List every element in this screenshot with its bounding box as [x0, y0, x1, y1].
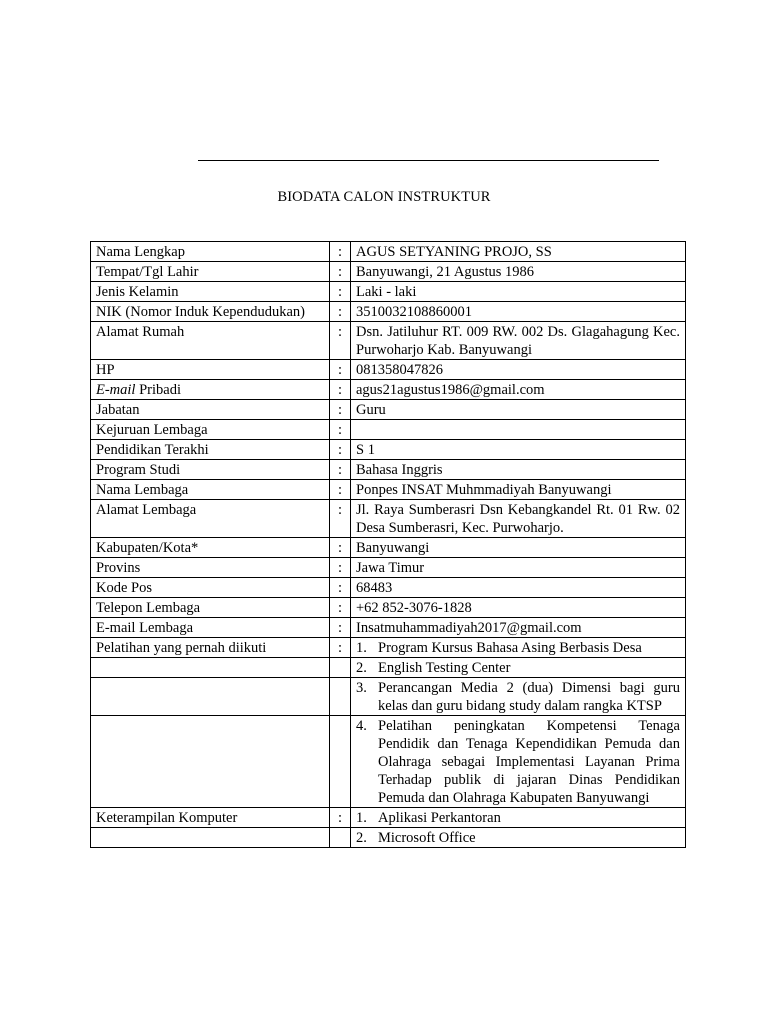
- table-row: [91, 618, 686, 638]
- list-text: Pelatihan peningkatan Kompetensi Tenaga Pendidik dan Tenaga Kependidikan Pemuda dan Olahraga sebagai Implementasi Layanan Prima Terhadap publik di jajaran Dinas Pendidikan Pemuda dan Olahraga Kabupaten Banyuwangi: [378, 718, 680, 806]
- field-label: Program Studi: [91, 460, 330, 480]
- field-label: Tempat/Tgl Lahir: [91, 262, 330, 282]
- field-value: Laki - laki: [351, 282, 686, 302]
- table-row: [91, 480, 686, 500]
- list-number: 2.: [356, 660, 367, 676]
- colon: :: [330, 262, 351, 282]
- table-row: [91, 828, 686, 848]
- field-value: Jl. Raya Sumberasri Dsn Kebangkandel Rt. 01 Rw. 02 Desa Sumberasri, Kec. Purwoharjo.: [351, 500, 686, 538]
- list-number: 2.: [356, 830, 367, 846]
- table-row: [91, 440, 686, 460]
- table-row: [91, 716, 686, 808]
- empty-cell: [330, 828, 351, 848]
- colon: :: [330, 598, 351, 618]
- field-label: HP: [91, 360, 330, 380]
- colon: :: [330, 420, 351, 440]
- biodata-table: [90, 241, 686, 848]
- table-row: [91, 400, 686, 420]
- colon: :: [330, 282, 351, 302]
- field-value: [351, 420, 686, 440]
- list-number: 4.: [356, 718, 367, 734]
- table-row: [91, 808, 686, 828]
- field-value: Ponpes INSAT Muhmmadiyah Banyuwangi: [351, 480, 686, 500]
- list-number: 3.: [356, 680, 367, 696]
- colon: :: [330, 322, 351, 360]
- list-number: 1.: [356, 640, 367, 656]
- table-row: [91, 322, 686, 360]
- header-rule: [198, 160, 659, 161]
- field-label: Pelatihan yang pernah diikuti: [91, 638, 330, 658]
- field-value: Banyuwangi, 21 Agustus 1986: [351, 262, 686, 282]
- field-value: Insatmuhammadiyah2017@gmail.com: [351, 618, 686, 638]
- table-row: [91, 638, 686, 658]
- table-row: [91, 538, 686, 558]
- field-label: Nama Lembaga: [91, 480, 330, 500]
- field-value: Jawa Timur: [351, 558, 686, 578]
- list-item: [351, 658, 686, 678]
- colon: :: [330, 618, 351, 638]
- table-row: [91, 558, 686, 578]
- field-label: Provins: [91, 558, 330, 578]
- table-row: [91, 360, 686, 380]
- field-value: +62 852-3076-1828: [351, 598, 686, 618]
- empty-cell: [330, 658, 351, 678]
- table-row: [91, 678, 686, 716]
- field-label: Kode Pos: [91, 578, 330, 598]
- colon: :: [330, 558, 351, 578]
- field-value: Banyuwangi: [351, 538, 686, 558]
- list-number: 1.: [356, 810, 367, 826]
- field-label: Pendidikan Terakhi: [91, 440, 330, 460]
- colon: :: [330, 808, 351, 828]
- field-value: 68483: [351, 578, 686, 598]
- table-row: [91, 380, 686, 400]
- list-text: Microsoft Office: [378, 830, 476, 846]
- field-label: Kejuruan Lembaga: [91, 420, 330, 440]
- list-text: Program Kursus Bahasa Asing Berbasis Desa: [378, 640, 642, 656]
- table-row: [91, 302, 686, 322]
- table-row: [91, 262, 686, 282]
- list-text: English Testing Center: [378, 660, 511, 676]
- empty-cell: [91, 716, 330, 808]
- list-item: [351, 828, 686, 848]
- colon: :: [330, 360, 351, 380]
- empty-cell: [91, 658, 330, 678]
- field-value: agus21agustus1986@gmail.com: [351, 380, 686, 400]
- field-label-rest: Pribadi: [135, 382, 181, 398]
- field-label: Telepon Lembaga: [91, 598, 330, 618]
- field-label: [91, 380, 330, 400]
- table-row: [91, 598, 686, 618]
- empty-cell: [330, 716, 351, 808]
- empty-cell: [91, 678, 330, 716]
- empty-cell: [330, 678, 351, 716]
- list-item: [351, 678, 686, 716]
- field-value: Bahasa Inggris: [351, 460, 686, 480]
- field-value: 3510032108860001: [351, 302, 686, 322]
- empty-cell: [91, 828, 330, 848]
- field-value: Dsn. Jatiluhur RT. 009 RW. 002 Ds. Glagahagung Kec. Purwoharjo Kab. Banyuwangi: [351, 322, 686, 360]
- table-row: [91, 500, 686, 538]
- field-label-italic: E-mail: [96, 382, 136, 398]
- list-item: [351, 808, 686, 828]
- field-value: S 1: [351, 440, 686, 460]
- table-row: [91, 282, 686, 302]
- field-value: Guru: [351, 400, 686, 420]
- colon: :: [330, 638, 351, 658]
- table-row: [91, 420, 686, 440]
- table-row: [91, 242, 686, 262]
- table-row: [91, 460, 686, 480]
- table-row: [91, 578, 686, 598]
- field-label: Alamat Lembaga: [91, 500, 330, 538]
- colon: :: [330, 380, 351, 400]
- colon: :: [330, 302, 351, 322]
- table-row: [91, 658, 686, 678]
- colon: :: [330, 242, 351, 262]
- colon: :: [330, 538, 351, 558]
- field-label: Nama Lengkap: [91, 242, 330, 262]
- colon: :: [330, 500, 351, 538]
- field-value: AGUS SETYANING PROJO, SS: [351, 242, 686, 262]
- field-label: NIK (Nomor Induk Kependudukan): [91, 302, 330, 322]
- field-label: Alamat Rumah: [91, 322, 330, 360]
- list-text: Perancangan Media 2 (dua) Dimensi bagi guru kelas dan guru bidang study dalam rangka KTSP: [378, 680, 680, 714]
- field-label: Jenis Kelamin: [91, 282, 330, 302]
- colon: :: [330, 460, 351, 480]
- field-label: Jabatan: [91, 400, 330, 420]
- field-label: E-mail Lembaga: [91, 618, 330, 638]
- field-label: Keterampilan Komputer: [91, 808, 330, 828]
- colon: :: [330, 440, 351, 460]
- list-item: [351, 716, 686, 808]
- colon: :: [330, 578, 351, 598]
- list-text: Aplikasi Perkantoran: [378, 810, 501, 826]
- field-value: 081358047826: [351, 360, 686, 380]
- list-item: [351, 638, 686, 658]
- page-title: BIODATA CALON INSTRUKTUR: [277, 189, 491, 205]
- field-label: Kabupaten/Kota*: [91, 538, 330, 558]
- colon: :: [330, 480, 351, 500]
- colon: :: [330, 400, 351, 420]
